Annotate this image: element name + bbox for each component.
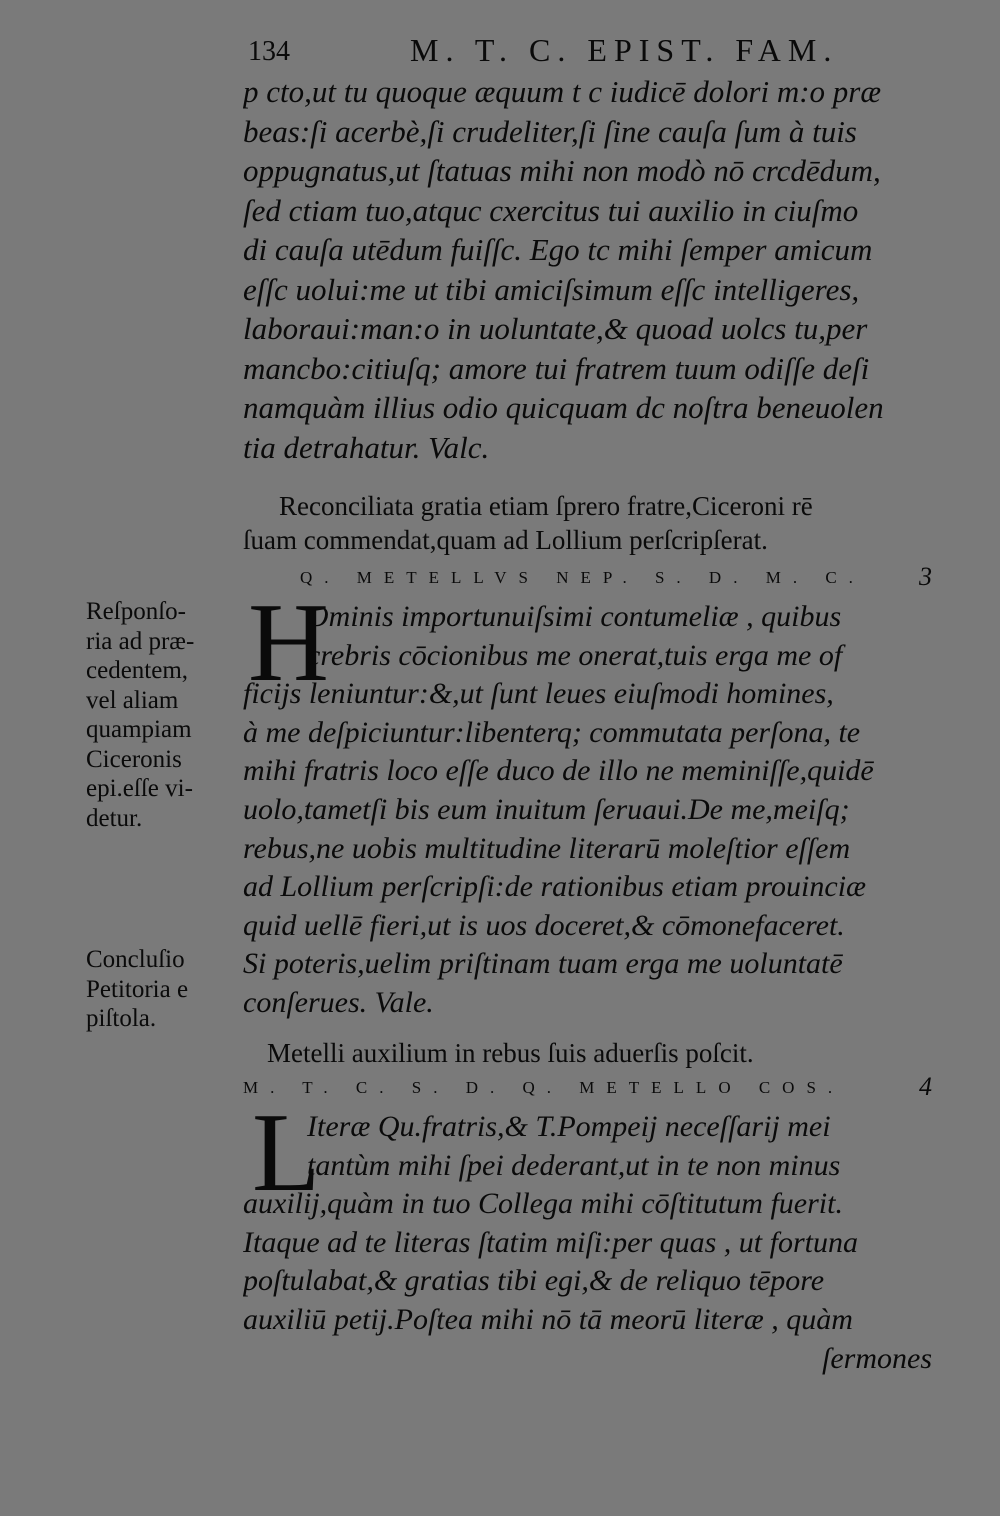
marginal-line: Ciceronis	[86, 745, 182, 773]
text-line: mancbo:citiuſq; amore tui fratrem tuum odiſſe deſi	[243, 350, 870, 386]
marginal-line: Petitoria e	[86, 975, 189, 1003]
text-line: auxilij,quàm in tuo Collega mihi cōſtitutum fuerit.	[243, 1187, 843, 1221]
marginal-line: quampiam	[86, 716, 192, 743]
marginal-line: cedentem,	[86, 657, 189, 684]
letter-3-body	[243, 581, 938, 1023]
letter-3-salutation	[300, 562, 940, 592]
text-line: beas:ſi acerbè,ſi crudeliter,ſi ſine cauſa ſum à tuis	[243, 113, 857, 149]
summary-line: ſuam commendat,quam ad Lollium perſcripſerat.	[243, 525, 768, 555]
salutation-text: M. T. C. S. D. Q. METELLO COS.	[243, 1078, 845, 1097]
marginal-line: piſtola.	[86, 1005, 157, 1032]
letter-number: 4	[919, 1072, 932, 1101]
summary-line: Reconciliata gratia etiam ſprero fratre,Ciceroni rē	[279, 491, 813, 521]
text-line: Si poteris,uelim priſtinam tuam erga me uoluntatē	[243, 947, 843, 981]
text-line: rebus,ne uobis multitudine literarū moleſtior eſſem	[243, 831, 851, 865]
text-line: uolo,tametſi bis eum inuitum ſeruaui.De me,meiſq;	[243, 792, 850, 826]
text-line: Ominis importunuiſsimi contumeliæ , quibus	[307, 600, 842, 633]
letter-4-salutation	[243, 1072, 940, 1102]
text-line: di cauſa utēdum fuiſſc. Ego tc mihi ſemper amicum	[243, 232, 873, 267]
page-header	[240, 28, 940, 72]
marginal-line: detur.	[86, 804, 143, 832]
drop-cap: L	[252, 1091, 321, 1215]
text-line: Iteræ Qu.fratris,& T.Pompeij neceſſarij mei	[307, 1110, 831, 1143]
text-line: namquàm illius odio quicquam dc noſtra beneuolen	[243, 390, 884, 425]
text-line: ad Lollium perſcripſi:de rationibus etiam prouinciæ	[243, 870, 867, 904]
text-line: poſtulabat,& gratias tibi egi,& de reliquo tēpore	[243, 1264, 825, 1298]
marginal-line: ria ad præ-	[86, 627, 195, 655]
marginal-line: epi.eſſe vi-	[86, 775, 193, 802]
page-number: 134	[248, 36, 290, 67]
text-line: oppugnatus,ut ſtatuas mihi non modò nō crcdēdum,	[243, 153, 881, 188]
text-line: Itaque ad te literas ſtatim miſi:per quas , ut fortuna	[243, 1225, 858, 1259]
text-line: ficijs leniuntur:&,ut ſunt leues eiuſmodi homines,	[243, 677, 834, 711]
text-line: auxiliū petij.Poſtea mihi nō tā meorū literæ , quàm	[243, 1302, 853, 1336]
text-line: mihi fratris loco eſſe duco de illo ne meminiſſe,quidē	[243, 754, 874, 788]
salutation-text: Q. METELLVS NEP. S. D. M. C.	[300, 568, 865, 587]
text-line: p cto,ut tu quoque æquum t c iudicē dolori m:o præ	[243, 74, 882, 109]
marginal-line: Concluſio	[86, 946, 185, 973]
text-line: tia detrahatur. Valc.	[243, 429, 490, 465]
marginal-line: vel aliam	[86, 686, 179, 714]
letter-2-conclusion	[243, 72, 938, 467]
text-line: tantùm mihi ſpei dederant,ut in te non minus	[307, 1148, 841, 1182]
drop-cap: H	[248, 581, 329, 705]
text-line: laboraui:man:o in uoluntate,& quoad uolcs tu,per	[243, 311, 868, 346]
letter-4-body	[243, 1091, 938, 1378]
marginal-note-response	[86, 597, 236, 833]
catchword: ſermones	[822, 1341, 932, 1375]
summary-line: Metelli auxilium in rebus ſuis aduerſis poſcit.	[267, 1038, 754, 1068]
letter-3-summary	[243, 489, 938, 557]
text-line: à me deſpiciuntur:libenterq; commutata perſona, te	[243, 715, 861, 749]
running-title: M. T. C. EPIST. FAM.	[410, 32, 839, 68]
letter-4-summary	[243, 1036, 938, 1070]
text-line: ſed ctiam tuo,atquc cxercitus tui auxilio in ciuſmo	[243, 192, 859, 228]
text-line: crebris cōcionibus me onerat,tuis erga me of	[307, 638, 843, 672]
marginal-line: Reſponſo-	[86, 598, 186, 625]
marginal-note-conclusion	[86, 945, 236, 1034]
text-line: eſſc uolui:me ut tibi amiciſsimum eſſc intelligeres,	[243, 271, 860, 307]
letter-number: 3	[919, 562, 932, 591]
text-line: conſerues. Vale.	[243, 985, 434, 1019]
text-line: quid uellē fieri,ut is uos doceret,& cōmonefaceret.	[243, 908, 845, 942]
